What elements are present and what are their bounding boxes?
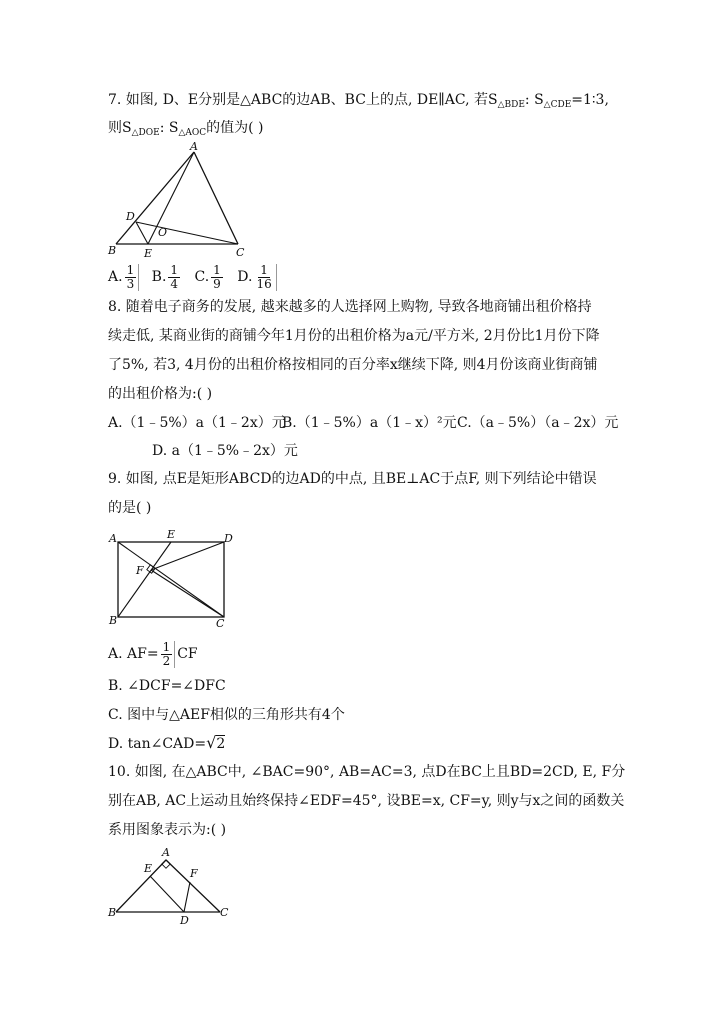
q9-figure (106, 528, 236, 628)
q9-label-e: E (167, 528, 176, 541)
q7-figure (106, 140, 246, 260)
q9-option-a-post: CF (177, 646, 198, 662)
q8-line2: 续走低, 某商业街的商铺今年1月份的出租价格为a元/平方米, 2月份比1月份下降 (108, 328, 600, 344)
q7-text-b: =1∶3, (571, 92, 609, 108)
q7-colon: : S (524, 92, 544, 108)
q9-option-c[interactable]: C. 图中与△AEF相似的三角形共有4个 (108, 707, 345, 723)
q7-c-den: 9 (213, 276, 221, 291)
q9-option-d-radicand: 2 (216, 736, 226, 752)
q7-d-den: 16 (256, 276, 272, 291)
q9-label-b: B (109, 614, 118, 627)
q9-label-d: D (224, 532, 233, 545)
q8-option-d[interactable]: D. a（1﹣5%﹣2x）元 (152, 443, 298, 459)
q7-option-c-label: C. (194, 269, 210, 285)
sqrt-icon: √ (206, 733, 217, 752)
q7-b-den: 4 (170, 276, 179, 291)
q8-line1: 8. 随着电子商务的发展, 越来越多的人选择网上购物, 导致各地商铺出租价格持 (108, 299, 592, 315)
q9-option-a-pre: A. AF= (108, 646, 159, 662)
q9-option-a-frac (161, 641, 176, 668)
q7-options (108, 262, 285, 292)
q9-line2: 的是( ) (108, 500, 152, 516)
q7-c-num: 1 (213, 262, 221, 277)
q7-sub-aoc: △AOC (178, 128, 207, 138)
q7-option-a-label: A. (108, 269, 123, 285)
q8-line4: 的出租价格为:( ) (108, 386, 213, 402)
q7-sub-cde: △CDE (543, 100, 572, 110)
q7-option-a[interactable] (108, 262, 141, 292)
q10-label-a: A (162, 846, 170, 859)
q10-triangle-diagram (106, 846, 236, 926)
q10-figure (106, 846, 236, 926)
q7-sub-doe: △DOE (131, 128, 160, 138)
q9-option-d[interactable] (108, 733, 225, 754)
q8-option-c[interactable]: C.（a﹣5%）（a﹣2x）元 (457, 415, 619, 431)
q10-label-d: D (180, 914, 189, 927)
q10-label-c: C (220, 906, 229, 919)
q10-line3: 系用图象表示为:( ) (108, 822, 227, 838)
q7-b-num: 1 (170, 262, 179, 277)
q10-label-f: F (190, 867, 198, 880)
q8-line3: 了5%, 若3, 4月份的出租价格按相同的百分率x继续下降, 则4月份该商业街商铺 (108, 357, 598, 373)
q7-label-c: C (236, 246, 245, 259)
q7-label-e: E (144, 247, 153, 260)
q8-option-b[interactable]: B.（1﹣5%）a（1﹣x）²元 (282, 415, 457, 431)
q7-label-a: A (190, 140, 198, 153)
q7-label-b: B (108, 244, 117, 257)
q10-line1: 10. 如图, 在△ABC中, ∠BAC=90°, AB=AC=3, 点D在BC上且BD=2CD, E, F分 (108, 764, 626, 780)
q9-option-a[interactable] (108, 640, 198, 668)
q9-label-a: A (109, 532, 117, 545)
q7-a-num: 1 (126, 262, 135, 277)
q8-option-a[interactable]: A.（1﹣5%）a（1﹣2x）元 (108, 415, 286, 431)
q7-option-d-label: D. (237, 269, 253, 285)
q7-option-b-frac (168, 264, 182, 291)
q7-option-d[interactable] (237, 262, 278, 292)
q7-text-d: 的值为( ) (206, 120, 264, 136)
q9-a-num: 1 (162, 639, 171, 654)
q9-rectangle-diagram (106, 528, 236, 628)
q7-triangle-diagram (106, 140, 246, 260)
q7-option-d-frac (254, 264, 276, 291)
q7-a-den: 3 (126, 276, 135, 291)
q9-option-b[interactable]: B. ∠DCF=∠DFC (108, 678, 226, 694)
q7-colon2: : S (159, 120, 179, 136)
q10-line2: 别在AB, AC上运动且始终保持∠EDF=45°, 设BE=x, CF=y, 则y与x之间的函数关 (108, 793, 625, 809)
q9-line1: 9. 如图, 点E是矩形ABCD的边AD的中点, 且BE⊥AC于点F, 则下列结论中错误 (108, 471, 597, 487)
q9-label-c: C (216, 617, 225, 630)
q9-label-f: F (136, 564, 144, 577)
q9-a-den: 2 (162, 653, 171, 668)
q7-label-d: D (126, 210, 135, 223)
q7-sub-bde: △BDE (497, 100, 525, 110)
q7-d-num: 1 (260, 262, 268, 277)
q7-text-c: 则S (108, 120, 132, 136)
q7-option-b[interactable] (152, 262, 184, 292)
q10-label-e: E (144, 862, 153, 875)
q7-option-a-frac (125, 264, 140, 291)
q7-option-c[interactable] (195, 262, 227, 292)
q7-option-c-frac (211, 264, 225, 291)
q7-option-b-label: B. (151, 269, 167, 285)
q7-stem-line1 (108, 90, 609, 115)
q7-label-o: O (158, 226, 168, 239)
q9-option-d-pre: D. tan∠CAD= (108, 736, 207, 752)
q7-text-a: 7. 如图, D、E分别是△ABC的边AB、BC上的点, DE∥AC, 若S (108, 92, 498, 108)
q10-label-b: B (108, 906, 117, 919)
